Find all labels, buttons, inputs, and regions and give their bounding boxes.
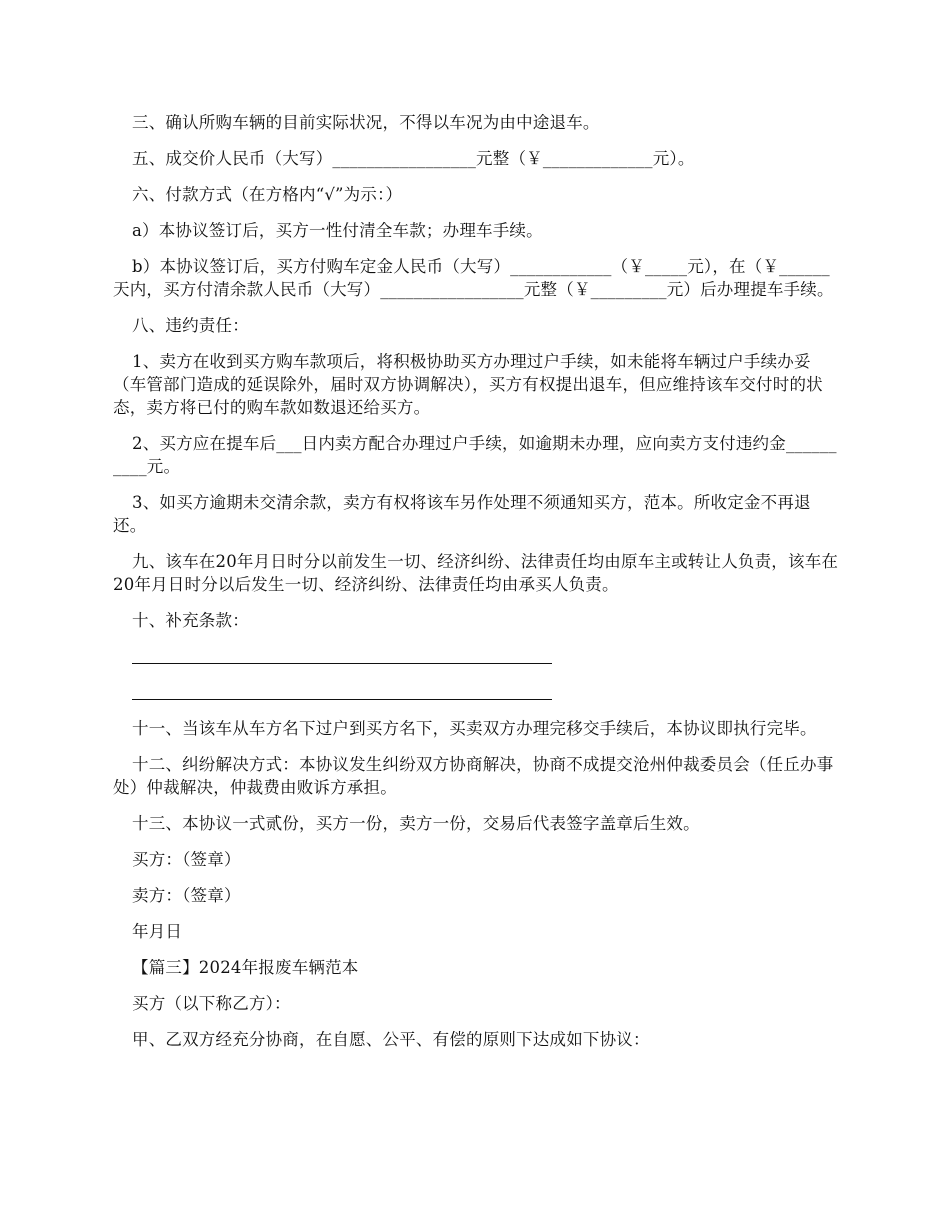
payment-option-b: b）本协议签订后，买方付购车定金人民币（大写）____________（￥_____元），在（￥______天内，买方付清余款人民币（大写）_________________元整（￥_________元）后办理提车手续。 xyxy=(113,257,834,299)
clause-3: 三、确认所购车辆的目前实际状况，不得以车况为由中途退车。 xyxy=(132,113,600,132)
underline-rule xyxy=(132,663,552,664)
clause-13-copies: 十三、本协议一式贰份，买方一份，卖方一份，交易后代表签字盖章后生效。 xyxy=(132,814,700,833)
underline-rule xyxy=(132,699,552,700)
document-body xyxy=(113,111,843,1064)
buyer-party-line: 买方（以下称乙方）： xyxy=(132,994,291,1013)
supplementary-blank-line xyxy=(132,645,843,668)
liability-item-2: 2、买方应在提车后___日内卖方配合办理过户手续，如逾期未办理，应向卖方支付违约金__________元。 xyxy=(113,434,837,476)
clause-10-supplementary: 十、补充条款： xyxy=(132,611,249,630)
buyer-signature-line: 买方：（签章） xyxy=(132,850,241,869)
clause-5-price: 五、成交价人民币（大写）_________________元整（￥_____________元）。 xyxy=(132,149,695,168)
clause-8-liability: 八、违约责任： xyxy=(132,316,249,335)
payment-option-a: a）本协议签订后，买方一性付清全车款；办理车手续。 xyxy=(132,221,543,240)
clause-11: 十一、当该车从车方名下过户到买方名下，买卖双方办理完移交手续后，本协议即执行完毕。 xyxy=(132,719,817,738)
date-line: 年月日 xyxy=(132,922,183,941)
supplementary-blank-line xyxy=(132,681,843,704)
section-heading: 【篇三】2024年报废车辆范本 xyxy=(132,958,359,977)
clause-12-dispute: 十二、纠纷解决方式：本协议发生纠纷双方协商解决，协商不成提交沧州仲裁委员会（任丘办事处）仲裁解决，仲裁费由败诉方承担。 xyxy=(113,755,834,797)
clause-6-payment: 六、付款方式（在方格内“√”为示：） xyxy=(132,185,403,204)
seller-signature-line: 卖方：（签章） xyxy=(132,886,241,905)
clause-9: 九、该车在20年月日时分以前发生一切、经济纠纷、法律责任均由原车主或转让人负责，该车在20年月日时分以后发生一切、经济纠纷、法律责任均由承买人负责。 xyxy=(113,552,839,594)
liability-item-1: 1、卖方在收到买方购车款项后，将积极协助买方办理过户手续，如未能将车辆过户手续办妥（车管部门造成的延误除外，届时双方协调解决），买方有权提出退车，但应维持该车交付时的状态，卖方将已付的购车款如数退还给买方。 xyxy=(113,352,823,417)
agreement-intro: 甲、乙双方经充分协商，在自愿、公平、有偿的原则下达成如下协议： xyxy=(132,1030,650,1049)
liability-item-3: 3、如买方逾期未交清余款，卖方有权将该车另作处理不须通知买方，范本。所收定金不再退还。 xyxy=(113,493,811,535)
